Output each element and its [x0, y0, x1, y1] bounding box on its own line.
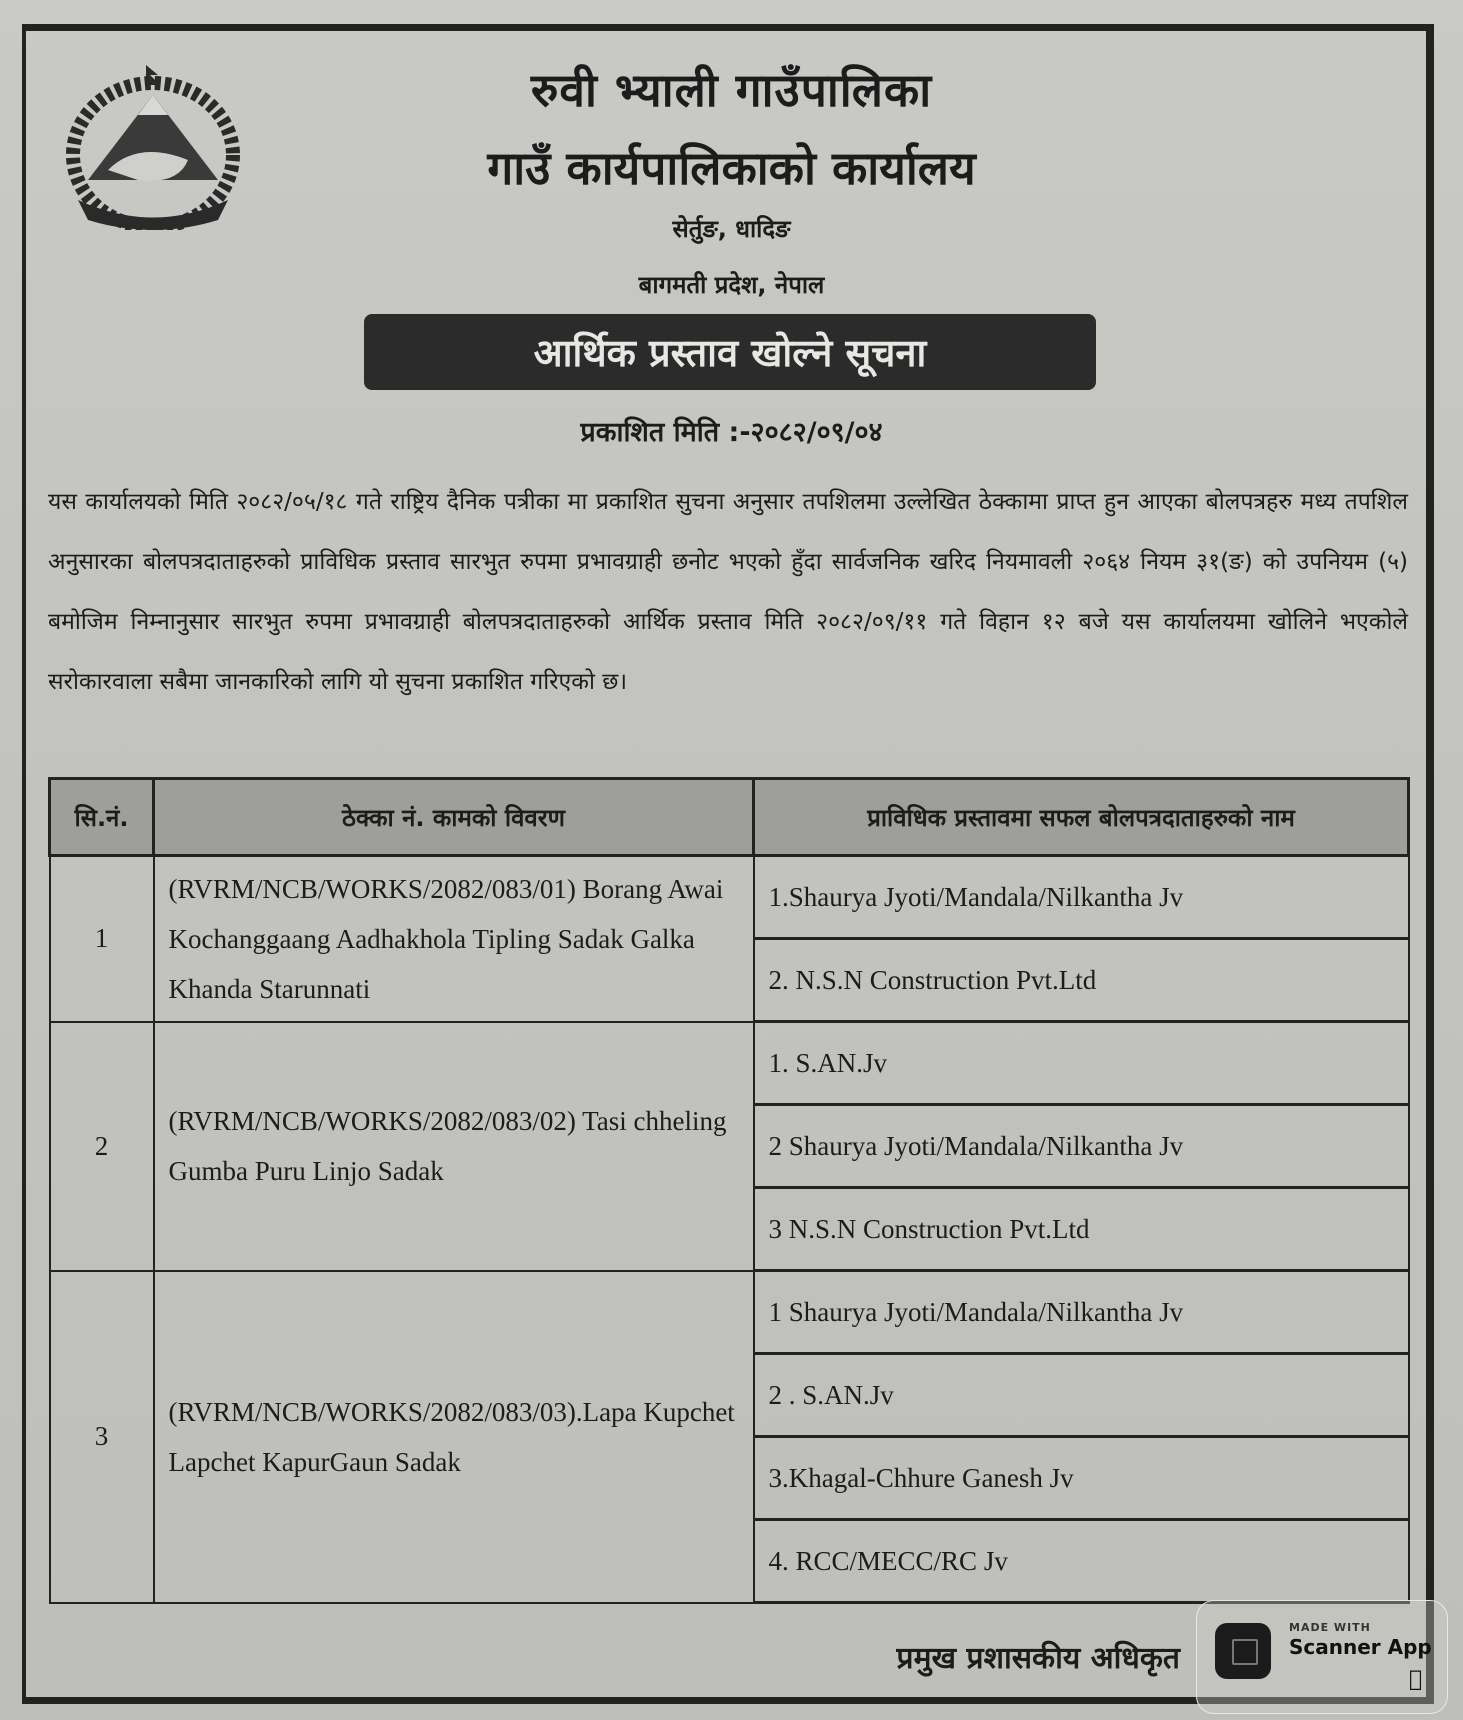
province-country: बागमती प्रदेश, नेपाल: [638, 271, 825, 299]
scanner-app-icon: [1215, 1623, 1271, 1679]
bidder-name: 3.Khagal-Chhure Ganesh Jv: [754, 1437, 1409, 1520]
table-row: [50, 1022, 1409, 1105]
municipality-name: रुवी भ्याली गाउँपालिका: [530, 63, 933, 117]
contract-description: (RVRM/NCB/WORKS/2082/083/01) Borang Awai Kochanggaang Aadhakhola Tipling Sadak Galka Khanda Starunnati: [154, 856, 754, 1022]
signatory-title: प्रमुख प्रशासकीय अधिकृत: [896, 1641, 1180, 1676]
contract-description: (RVRM/NCB/WORKS/2082/083/03).Lapa Kupchet Lapchet KapurGaun Sadak: [154, 1271, 754, 1603]
serial-number: 1: [50, 856, 154, 1022]
header-contract-description: ठेक्का नं. कामको विवरण: [154, 779, 754, 856]
header-serial: सि.नं.: [50, 779, 154, 856]
app-name: Scanner App: [1289, 1635, 1432, 1659]
contract-description: (RVRM/NCB/WORKS/2082/083/02) Tasi chheling Gumba Puru Linjo Sadak: [154, 1022, 754, 1271]
bidder-name: 4. RCC/MECC/RC Jv: [754, 1520, 1409, 1603]
bidder-name: 2. N.S.N Construction Pvt.Ltd: [754, 939, 1409, 1022]
table-header-row: [50, 779, 1409, 856]
bidders-table: [48, 777, 1410, 1604]
notice-body: यस कार्यालयको मिति २०८२/०५/१८ गते राष्ट्रिय दैनिक पत्रीका मा प्रकाशित सुचना अनुसार तपशिलमा उल्लेखित ठेक्कामा प्राप्त हुन आएका बोलपत्रहरु मध्य तपशिल अनुसारका बोलपत्रदाताहरुको प्राविधिक प्रस्ताव सारभुत रुपमा प्रभावग्राही छनोट भएको हुँदा सार्वजनिक खरिद नियमावली २०६४ नियम ३१(ङ) को उपनियम (५) बमोजिम निम्नानुसार सारभुत रुपमा प्रभावग्राही बोलपत्रदाताहरुको आर्थिक प्रस्ताव मिति २०८२/०९/११ गते विहान १२ बजे यस कार्यालयमा खोलिने भएकोले सरोकारवाला सबैमा जानकारिको लागि यो सुचना प्रकाशित गरिएको छ।: [48, 489, 1408, 695]
made-with-label: MADE WITH: [1289, 1621, 1371, 1634]
office-name: गाउँ कार्यपालिकाको कार्यालय: [487, 141, 976, 195]
serial-number: 2: [50, 1022, 154, 1271]
bidder-name: 2 Shaurya Jyoti/Mandala/Nilkantha Jv: [754, 1105, 1409, 1188]
scanner-app-watermark: [1196, 1600, 1448, 1714]
office-location: सेर्तुङ, धादिङ: [672, 215, 791, 243]
bidder-name: 1 Shaurya Jyoti/Mandala/Nilkantha Jv: [754, 1271, 1409, 1354]
notice-title-banner: [364, 314, 1096, 390]
bidder-name: 1.Shaurya Jyoti/Mandala/Nilkantha Jv: [754, 856, 1409, 939]
bidder-name: 3 N.S.N Construction Pvt.Ltd: [754, 1188, 1409, 1271]
header-successful-bidders: प्राविधिक प्रस्तावमा सफल बोलपत्रदाताहरुको नाम: [754, 779, 1409, 856]
published-date: प्रकाशित मिति :-२०८२/०९/०४: [580, 417, 883, 448]
serial-number: 3: [50, 1271, 154, 1603]
bidder-name: 2 . S.AN.Jv: [754, 1354, 1409, 1437]
table-row: [50, 856, 1409, 939]
bidder-name: 1. S.AN.Jv: [754, 1022, 1409, 1105]
table-row: [50, 1271, 1409, 1354]
apple-icon: [1409, 1667, 1422, 1692]
notice-title: आर्थिक प्रस्ताव खोल्ने सूचना: [533, 331, 927, 375]
